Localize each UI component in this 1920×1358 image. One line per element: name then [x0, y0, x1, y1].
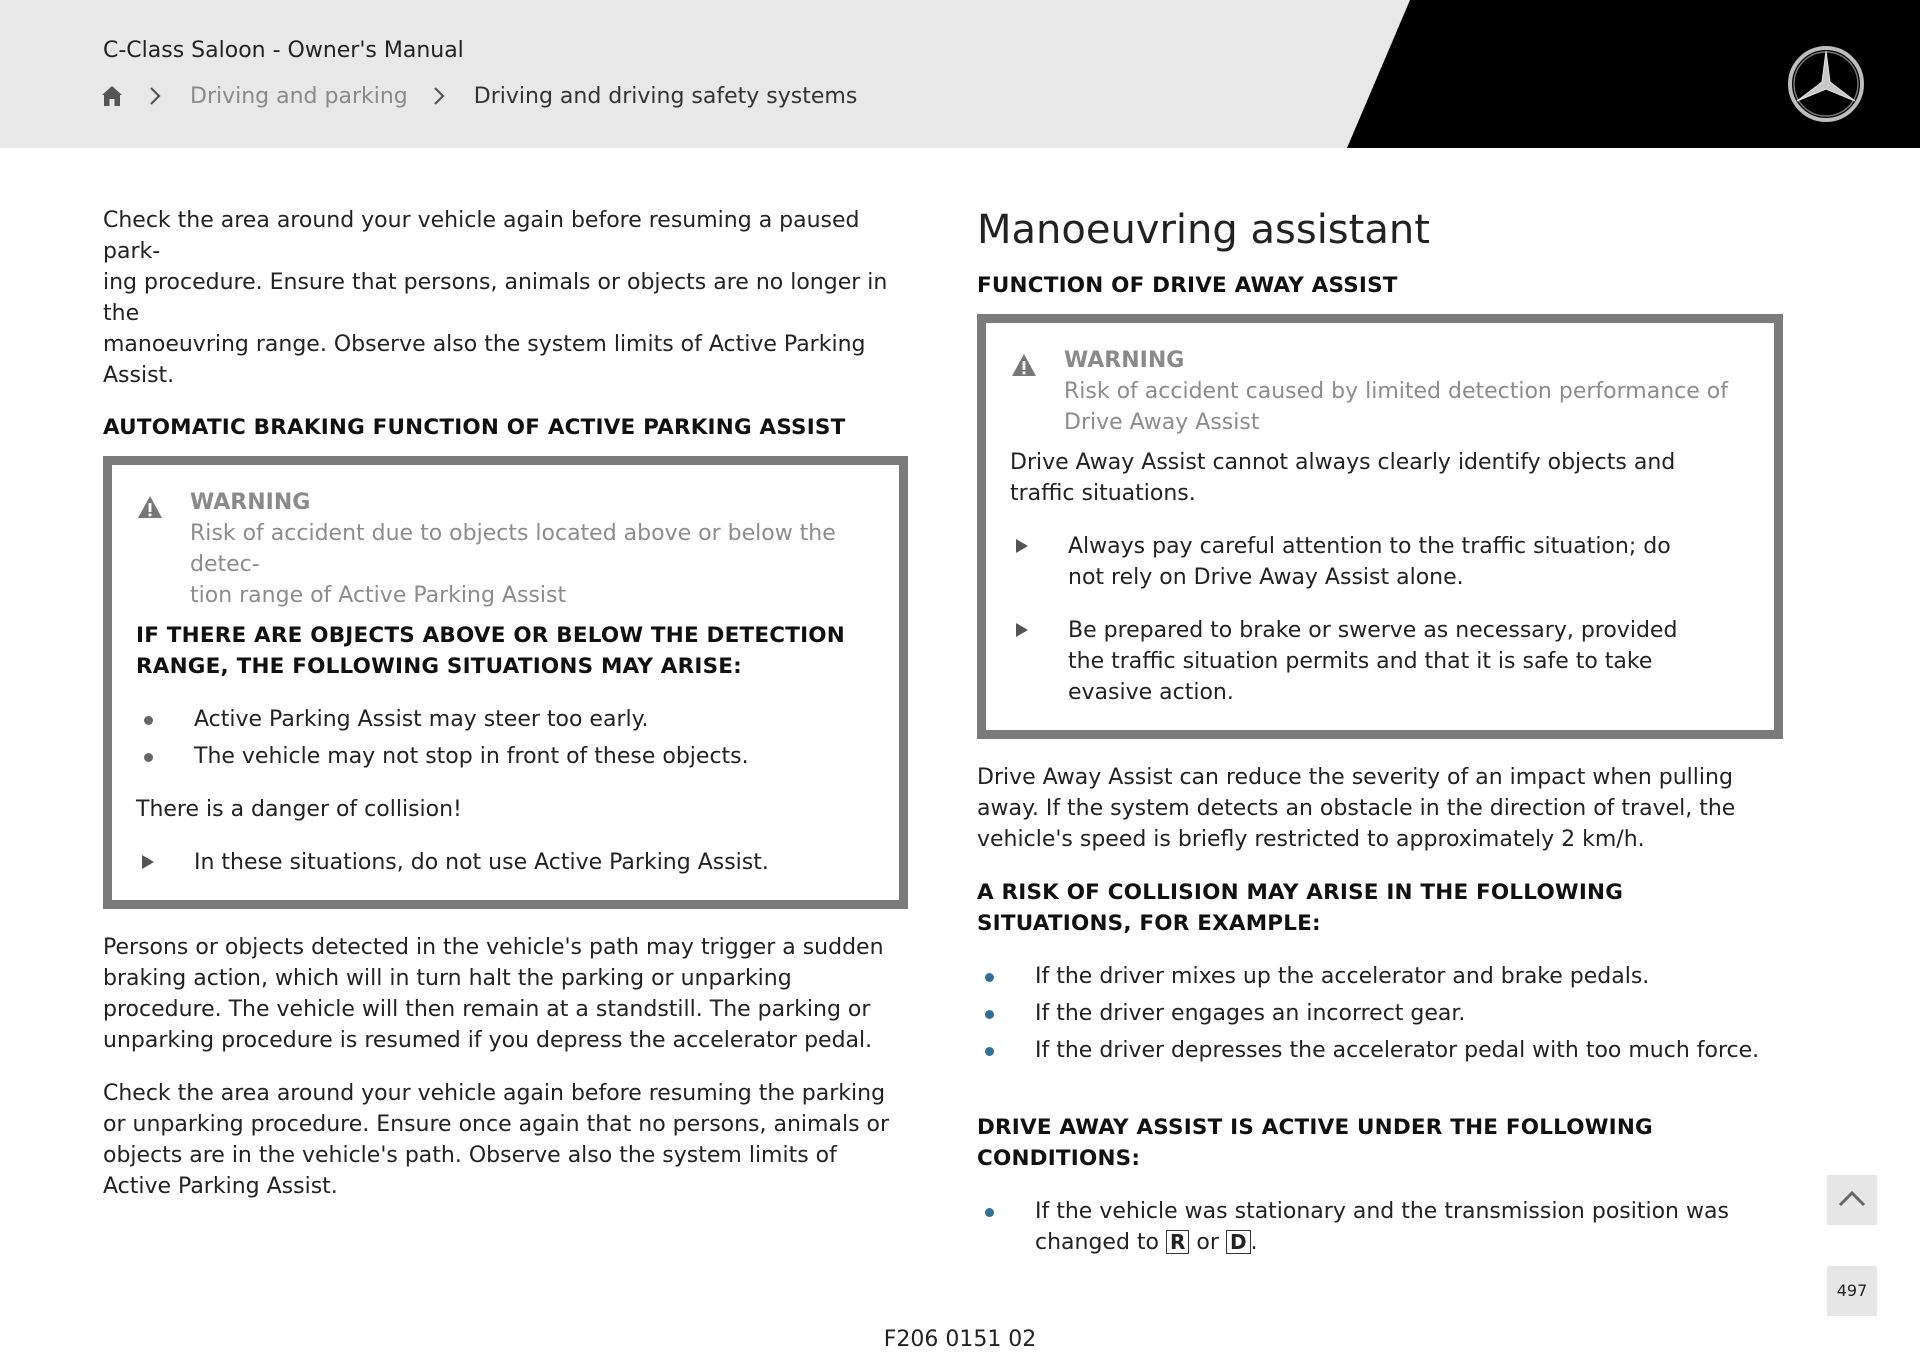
list-item: Active Parking Assist may steer too early.	[136, 704, 875, 735]
warning-box-drive-away-assist	[977, 314, 1783, 739]
action-arrow-icon	[1016, 539, 1028, 553]
warning-triangle-icon	[136, 493, 164, 521]
risk-heading: A RISK OF COLLISION MAY ARISE IN THE FOLLOWING SITUATIONS, FOR EXAMPLE:	[977, 880, 1624, 936]
warning-header	[1010, 345, 1750, 438]
warning-box-active-parking-assist	[103, 456, 908, 909]
bullet-dot-icon	[985, 1010, 994, 1019]
action-arrow-icon	[142, 855, 154, 869]
page-title: Manoeuvring assistant	[977, 207, 1430, 253]
bullet-dot-icon	[144, 716, 153, 725]
chevron-right-icon	[146, 84, 164, 108]
right-column	[977, 205, 1783, 1258]
warning-triangle-icon	[1010, 351, 1038, 379]
active-conditions-heading: DRIVE AWAY ASSIST IS ACTIVE UNDER THE FOLLOWING CONDITIONS:	[977, 1115, 1653, 1171]
home-icon[interactable]	[100, 84, 124, 108]
risk-situation-list	[977, 961, 1783, 1066]
warning-title: WARNING	[190, 490, 311, 515]
list-item: Be prepared to brake or swerve as necessary, provided the traffic situation permits and that it is safe to take evasive action.	[1010, 615, 1710, 708]
warning-risk-text: Risk of accident due to objects located above or below the detec- tion range of Active Parking Assist	[190, 521, 836, 608]
bullet-dot-icon	[144, 753, 153, 762]
warning-body-text: Drive Away Assist cannot always clearly identify objects and traffic situations.	[1010, 450, 1676, 506]
intro-paragraph: Check the area around your vehicle again before resuming a paused park- ing procedure. Ensure that persons, animals or objects are no longer in the manoeuvring range. Observe also the system limits of Active Parking Assist.	[103, 208, 888, 388]
bullet-dot-icon	[985, 973, 994, 982]
bullet-dot-icon	[985, 1208, 994, 1217]
warning-subheading: IF THERE ARE OBJECTS ABOVE OR BELOW THE DETECTION RANGE, THE FOLLOWING SITUATIONS MAY ARISE:	[136, 623, 845, 679]
braking-paragraph: Persons or objects detected in the vehicle's path may trigger a sudden braking action, which will in turn halt the parking or unparking procedure. The vehicle will then remain at a standstill. The parking or unparking procedure is resumed if you depress the accelerator pedal.	[103, 935, 884, 1053]
action-arrow-icon	[1016, 623, 1028, 637]
document-title: C-Class Saloon - Owner's Manual	[103, 38, 464, 63]
breadcrumb-current: Driving and driving safety systems	[473, 83, 858, 109]
list-item: If the driver engages an incorrect gear.	[977, 998, 1783, 1029]
breadcrumb	[100, 80, 857, 112]
bullet-dot-icon	[985, 1047, 994, 1056]
scroll-to-top-button[interactable]	[1827, 1175, 1877, 1225]
chevron-right-icon	[430, 84, 448, 108]
left-column	[103, 205, 908, 1202]
danger-text: There is a danger of collision!	[136, 797, 462, 822]
section-heading-automatic-braking: AUTOMATIC BRAKING FUNCTION OF ACTIVE PARKING ASSIST	[103, 415, 846, 440]
mercedes-star-logo	[1786, 44, 1866, 124]
warning-action-list	[1010, 531, 1710, 708]
warning-title: WARNING	[1064, 348, 1185, 373]
section-heading-drive-away-assist: FUNCTION OF DRIVE AWAY ASSIST	[977, 273, 1398, 298]
list-item: If the vehicle was stationary and the transmission position was changed to R or D .	[977, 1196, 1783, 1258]
chevron-up-icon	[1827, 1175, 1877, 1225]
warning-risk-text: Risk of accident caused by limited detection performance of Drive Away Assist	[1064, 379, 1728, 435]
list-item: In these situations, do not use Active Parking Assist.	[136, 847, 875, 878]
active-conditions-list	[977, 1196, 1783, 1258]
drive-away-paragraph: Drive Away Assist can reduce the severity of an impact when pulling away. If the system detects an obstacle in the direction of travel, the vehicle's speed is briefly restricted to approximately 2 km/h.	[977, 765, 1736, 852]
warning-action-list	[136, 847, 875, 878]
gear-r-symbol: R	[1166, 1230, 1189, 1254]
list-item: Always pay careful attention to the traffic situation; do not rely on Drive Away Assist alone.	[1010, 531, 1710, 593]
breadcrumb-link-driving-and-parking[interactable]: Driving and parking	[190, 83, 408, 109]
list-item: The vehicle may not stop in front of these objects.	[136, 741, 875, 772]
document-code: F206 0151 02	[883, 1327, 1037, 1352]
list-item: If the driver mixes up the accelerator and brake pedals.	[977, 961, 1783, 992]
resume-paragraph: Check the area around your vehicle again before resuming the parking or unparking procedure. Ensure once again that no persons, animals or objects are in the vehicle's path. Observe also the system limits of Active Parking Assist.	[103, 1081, 890, 1199]
page-number: 497	[1827, 1266, 1877, 1316]
list-item: If the driver depresses the accelerator pedal with too much force.	[977, 1035, 1783, 1066]
gear-d-symbol: D	[1226, 1230, 1251, 1254]
warning-situation-list	[136, 704, 875, 772]
warning-header	[136, 487, 875, 611]
